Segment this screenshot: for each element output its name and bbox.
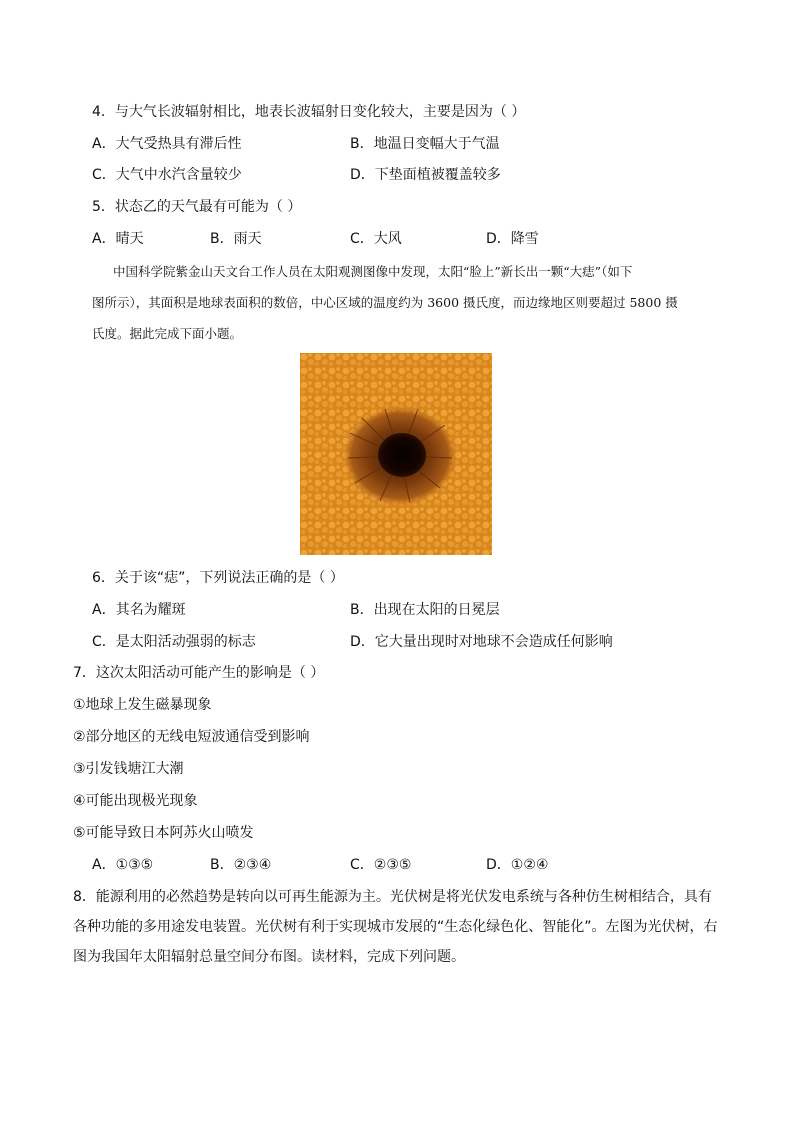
question-6-stem: 6．关于该“痣”，下列说法正确的是（ ）: [92, 570, 344, 586]
question-7-item-1: ①地球上发生磁暴现象: [73, 697, 212, 713]
question-4-stem: 4．与大气长波辐射相比，地表长波辐射日变化较大，主要是因为（ ）: [92, 104, 526, 120]
question-6-option-d: D．它大量出现时对地球不会造成任何影响: [350, 634, 613, 650]
question-5-option-d: D．降雪: [486, 231, 539, 247]
question-7-option-b: B．②③④: [210, 857, 272, 873]
question-8-stem: 8．能源利用的必然趋势是转向以可再生能源为主。光伏树是将光伏发电系统与各种仿生树相结合，具有各种功能的多用途发电装置。光伏树有利于实现城市发展的“生态化绿色化、智能化”。左图为光伏树，右图为我国年太阳辐射总量空间分布图。读材料，完成下列问题。: [73, 889, 718, 965]
question-4-option-d: D．下垫面植被覆盖较多: [350, 167, 501, 183]
sunspot-image: [300, 353, 492, 555]
question-4-option-b: B．地温日变幅大于气温: [350, 136, 500, 152]
question-7-item-4: ④可能出现极光现象: [73, 793, 198, 809]
question-5-option-b: B．雨天: [210, 231, 262, 247]
question-5-option-a: A．晴天: [92, 231, 144, 247]
question-7-item-2: ②部分地区的无线电短波通信受到影响: [73, 729, 310, 745]
passage-line-1: 中国科学院紫金山天文台工作人员在太阳观测图像中发现，太阳“脸上”新长出一颗“大痣”（如下: [113, 264, 633, 279]
question-7-option-a: A．①③⑤: [92, 857, 154, 873]
passage-line-2: 图所示），其面积是地球表面积的数倍，中心区域的温度约为 3600 摄氏度，而边缘地区则要超过 5800 摄: [92, 295, 678, 310]
question-6-option-c: C．是太阳活动强弱的标志: [92, 634, 256, 650]
question-6-option-b: B．出现在太阳的日冕层: [350, 602, 500, 618]
question-5-option-c: C．大风: [350, 231, 402, 247]
question-4-option-c: C．大气中水汽含量较少: [92, 167, 242, 183]
question-4-option-a: A．大气受热具有滞后性: [92, 136, 242, 152]
question-7-item-3: ③引发钱塘江大潮: [73, 761, 184, 777]
passage-line-3: 氏度。据此完成下面小题。: [92, 326, 243, 341]
question-7-option-d: D．①②④: [486, 857, 549, 873]
question-7-option-c: C．②③⑤: [350, 857, 412, 873]
question-5-stem: 5．状态乙的天气最有可能为（ ）: [92, 199, 302, 215]
question-7-item-5: ⑤可能导致日本阿苏火山喷发: [73, 825, 254, 841]
question-7-stem: 7．这次太阳活动可能产生的影响是（ ）: [73, 665, 325, 681]
question-6-option-a: A．其名为耀斑: [92, 602, 186, 618]
